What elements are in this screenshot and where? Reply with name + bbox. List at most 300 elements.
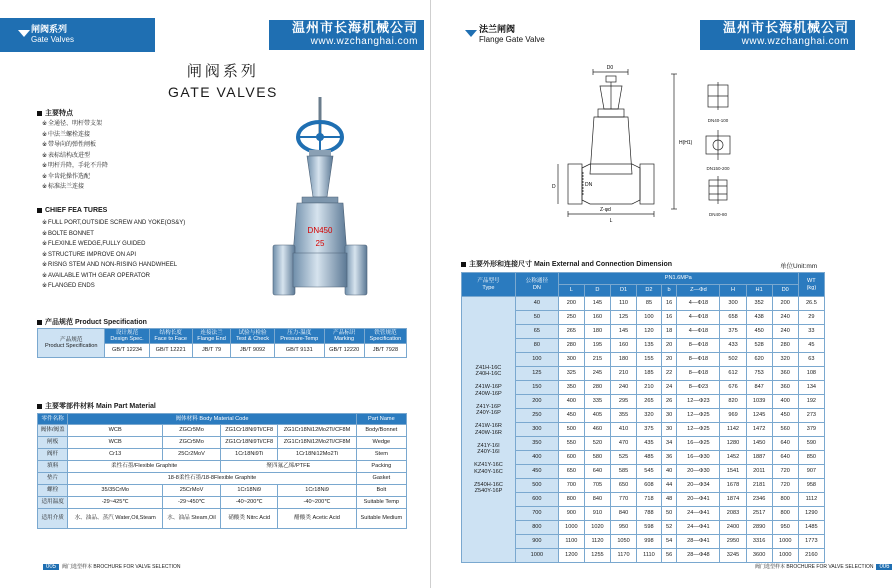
table-cell: 12—Φ23	[677, 395, 720, 409]
table-cell: 405	[584, 409, 610, 423]
table-cell: 28—Φ48	[677, 549, 720, 563]
dn-cell: 400	[515, 451, 558, 465]
left-page	[0, 0, 430, 588]
table-cell: 闸板	[38, 437, 68, 449]
table-cell: 2181	[746, 479, 772, 493]
table-row	[462, 353, 825, 367]
table-cell: 1020	[584, 521, 610, 535]
type-name: Z540H-16C	[474, 481, 503, 488]
dn-header	[515, 273, 558, 297]
table-cell: 16	[661, 311, 677, 325]
table-cell: 16—Φ25	[677, 437, 720, 451]
table-cell: 填料	[38, 461, 68, 473]
dim-col-header: L	[558, 285, 584, 297]
table-cell: 适用介质	[38, 509, 68, 529]
col-en: Pressure-Temp	[280, 336, 319, 342]
table-cell: 240	[772, 325, 798, 339]
col-en: Flange End	[197, 336, 226, 342]
type-name: Z40Y-16P	[476, 410, 501, 416]
table-cell: JB/T 7928	[364, 344, 406, 358]
table-cell: 2011	[746, 465, 772, 479]
table-cell: 200	[772, 297, 798, 311]
table-cell: 阀体/阀盖	[38, 425, 68, 437]
table-cell: GB/T 12220	[324, 344, 364, 358]
table-cell: 1200	[558, 549, 584, 563]
table-cell: 聚四氟乙烯/PTFE	[221, 461, 357, 473]
table-cell: 1245	[746, 409, 772, 423]
table-cell: 300	[558, 353, 584, 367]
table-cell: WCB	[68, 437, 163, 449]
detail-drawing	[700, 82, 736, 112]
list-item: ※ FLEXINLE WEDGE,FULLY GUIDED	[42, 239, 185, 250]
header-title-en: Gate Valves	[31, 35, 74, 44]
drawing-label-dn: DN	[585, 182, 593, 188]
table-cell: 12—Φ25	[677, 409, 720, 423]
table-cell: Packing	[356, 461, 406, 473]
mat-header-part-cn: 零件名称	[38, 414, 68, 425]
table-cell: 36	[661, 451, 677, 465]
list-item: ※ STRUCTURE IMPROVE ON API	[42, 250, 185, 261]
table-cell: 22	[661, 367, 677, 381]
table-row	[38, 497, 407, 509]
dn-cell: 1000	[515, 549, 558, 563]
table-cell: 20—Φ41	[677, 493, 720, 507]
table-cell: 33	[798, 325, 824, 339]
table-row	[462, 465, 825, 479]
drawing-label-h: H(H1)	[679, 140, 693, 146]
table-cell: 185	[637, 367, 662, 381]
table-cell: 8—Φ23	[677, 381, 720, 395]
type-name: Z41H-16C	[475, 364, 502, 371]
pn-header: PN1.6MPa	[558, 273, 798, 285]
table-row	[462, 507, 825, 521]
dim-col-header: H1	[746, 285, 772, 297]
table-cell: 200	[558, 297, 584, 311]
table-cell: 435	[637, 437, 662, 451]
table-cell: 4—Φ18	[677, 297, 720, 311]
table-cell: 30	[661, 409, 677, 423]
table-cell: 215	[584, 353, 610, 367]
table-cell: 640	[772, 437, 798, 451]
table-cell: 900	[558, 507, 584, 521]
table-cell: 硝酸类 Nitrc Acid	[221, 509, 278, 529]
table-cell: 180	[584, 325, 610, 339]
table-cell: 30	[661, 423, 677, 437]
dn-cell: 800	[515, 521, 558, 535]
col-cn: 连接法兰	[200, 329, 223, 336]
detail-view	[700, 130, 736, 171]
table-cell: 柔性石墨/Flexible Graphite	[68, 461, 221, 473]
table-cell: 25Cr2MoV	[163, 449, 221, 461]
table-cell: 12—Φ25	[677, 423, 720, 437]
type-header-en: Type	[482, 284, 495, 291]
table-cell: 48	[661, 493, 677, 507]
valve-size-marking: DN450	[307, 226, 333, 235]
table-cell: 1120	[584, 535, 610, 549]
table-cell: 134	[798, 381, 824, 395]
table-cell: GB/T 12234	[105, 344, 149, 358]
table-cell: 550	[558, 437, 584, 451]
features-en-list	[42, 218, 185, 292]
wt-header	[798, 273, 824, 297]
valve-section-drawing	[538, 64, 698, 244]
table-cell: 1472	[746, 423, 772, 437]
table-cell: Suitable Temp	[356, 497, 406, 509]
table-cell: 612	[720, 367, 746, 381]
table-cell: 375	[637, 423, 662, 437]
table-cell: 28—Φ41	[677, 535, 720, 549]
type-name: Z540Y-16P	[474, 488, 503, 494]
table-cell: 250	[558, 311, 584, 325]
table-cell: 1000	[772, 535, 798, 549]
table-cell: 20—Φ30	[677, 465, 720, 479]
table-cell: 2083	[720, 507, 746, 521]
table-cell: 2400	[720, 521, 746, 535]
table-cell: Gasket	[356, 473, 406, 485]
table-row	[462, 297, 825, 311]
table-cell: GB/T 9131	[274, 344, 324, 358]
type-name: Z41Y-16P	[476, 403, 501, 410]
dim-col-header: D0	[772, 285, 798, 297]
table-cell: 300	[720, 297, 746, 311]
table-cell: Wedge	[356, 437, 406, 449]
table-cell: 水、油品、蒸汽 Water,Oil,Steam	[68, 509, 163, 529]
type-name: Z40W-16R	[474, 429, 502, 436]
table-cell: 502	[720, 353, 746, 367]
col-en: Marking	[334, 336, 355, 342]
table-row	[38, 473, 407, 485]
table-cell: 1450	[746, 437, 772, 451]
table-cell: 45	[798, 339, 824, 353]
table-cell: Stem	[356, 449, 406, 461]
table-row	[462, 437, 825, 451]
dn-cell: 150	[515, 381, 558, 395]
table-cell: 26	[661, 395, 677, 409]
page-number: 006	[876, 564, 892, 570]
table-cell: 3245	[720, 549, 746, 563]
list-item: ※ AVAILABLE WITH GEAR OPERATOR	[42, 271, 185, 282]
table-cell: 500	[558, 423, 584, 437]
table-cell: 360	[772, 367, 798, 381]
table-cell: 1255	[584, 549, 610, 563]
dn-header-cn: 公称通径	[525, 278, 549, 285]
table-cell: 50	[661, 507, 677, 521]
table-row	[38, 329, 407, 344]
dn-cell: 40	[515, 297, 558, 311]
table-cell: JB/T 79	[192, 344, 230, 358]
spec-heading: 产品规范 Product Specification	[37, 317, 147, 327]
table-cell: 18-8柔性石墨/18-8Flexible Graphite	[68, 473, 356, 485]
table-cell: 1050	[611, 535, 637, 549]
table-cell: 400	[772, 395, 798, 409]
table-cell: JB/T 9092	[231, 344, 275, 358]
table-cell: 54	[661, 535, 677, 549]
table-cell: 26.5	[798, 297, 824, 311]
col-cn: 设计规范	[115, 329, 139, 336]
table-cell: 108	[798, 367, 824, 381]
dn-cell: 200	[515, 395, 558, 409]
col-cn: 试验与检验	[238, 329, 267, 336]
table-cell: 433	[720, 339, 746, 353]
col-cn: 铁管规范	[374, 329, 397, 336]
table-cell: 470	[611, 437, 637, 451]
table-cell: 85	[637, 297, 662, 311]
company-banner	[700, 20, 855, 50]
right-footer	[755, 563, 895, 570]
table-cell: -29~450℃	[163, 497, 221, 509]
table-cell: 840	[584, 493, 610, 507]
table-cell: 125	[611, 311, 637, 325]
drawing-label-z: Z-φd	[600, 207, 611, 213]
type-name: Z41Y-16I	[477, 442, 500, 449]
left-footer	[40, 563, 180, 570]
detail-drawing	[700, 130, 736, 160]
header-title-en: Flange Gate Valve	[479, 35, 545, 44]
features-en-heading: CHIEF FEA TURES	[37, 207, 107, 214]
list-item: ※ 表标结构改进型	[42, 151, 108, 162]
spec-col-header	[105, 329, 149, 344]
table-cell: 25CrMoV	[163, 485, 221, 497]
table-cell: 1541	[720, 465, 746, 479]
table-cell: 528	[746, 339, 772, 353]
table-cell: 18	[661, 325, 677, 339]
type-header-cn: 产品型号	[477, 278, 500, 285]
table-cell: 63	[798, 353, 824, 367]
type-name: Z41W-16R	[474, 423, 502, 429]
dimension-table	[461, 272, 825, 563]
spec-col-header	[364, 329, 406, 344]
spec-col-header	[324, 329, 364, 344]
dn-cell: 100	[515, 353, 558, 367]
unit-label: 单位Unit:mm	[780, 263, 818, 270]
detail-caption: DN40-100	[707, 118, 729, 123]
table-cell: 1Cr18Ni12Mo2Ti	[278, 449, 356, 461]
col-en: Specification	[369, 336, 402, 342]
table-cell: 520	[584, 437, 610, 451]
table-cell: 410	[611, 423, 637, 437]
table-cell: 273	[798, 409, 824, 423]
table-row	[38, 425, 407, 437]
table-cell: 8—Φ18	[677, 367, 720, 381]
table-cell: ZG1Cr18Ni9Ti/CF8	[221, 437, 278, 449]
list-item: ※ BOLTE BONNET	[42, 229, 185, 240]
col-en: Design Spec.	[110, 336, 144, 342]
table-cell: Suitable Medium	[356, 509, 406, 529]
table-cell: 2890	[746, 521, 772, 535]
drawing-label-d0: D0	[606, 65, 614, 71]
table-cell: 1000	[558, 521, 584, 535]
table-row	[462, 273, 825, 285]
dn-cell: 600	[515, 493, 558, 507]
spec-col-header	[231, 329, 275, 344]
type-list	[462, 297, 516, 563]
left-header	[0, 18, 430, 52]
table-cell: ZG1Cr18Ni12Mo2Ti/CF8M	[278, 437, 356, 449]
detail-caption: DN150-200	[706, 166, 730, 171]
page-number: 005	[43, 564, 59, 570]
table-cell: 1170	[611, 549, 637, 563]
detail-caption: DN40-80	[708, 212, 727, 217]
footer-en: BROCHURE FOR VALVE SELECTION	[93, 564, 181, 570]
table-cell: 1452	[720, 451, 746, 465]
table-cell: 16—Φ30	[677, 451, 720, 465]
table-row	[462, 493, 825, 507]
table-cell: 44	[661, 479, 677, 493]
table-cell: 34	[661, 437, 677, 451]
table-cell: 450	[746, 325, 772, 339]
table-cell: 29	[798, 311, 824, 325]
dim-col-header: D2	[637, 285, 662, 297]
table-cell: 910	[584, 507, 610, 521]
table-cell: ZGCr5Mo	[163, 425, 221, 437]
table-cell: -40~200℃	[221, 497, 278, 509]
table-cell: GB/T 12221	[149, 344, 192, 358]
table-cell: 352	[746, 297, 772, 311]
col-cn: 产品标识	[333, 329, 356, 336]
table-cell: 1039	[746, 395, 772, 409]
table-row	[38, 449, 407, 461]
table-row	[462, 423, 825, 437]
table-cell: 525	[611, 451, 637, 465]
table-cell: 40	[661, 465, 677, 479]
type-name: KZ41Y-16C	[474, 462, 503, 468]
mat-header-material: 阀体材料 Body Material Code	[68, 414, 356, 425]
table-cell: 585	[611, 465, 637, 479]
table-row	[462, 549, 825, 563]
table-cell: 265	[637, 395, 662, 409]
table-cell: 1Cr18Ni9	[278, 485, 356, 497]
dn-cell: 700	[515, 507, 558, 521]
table-row	[462, 325, 825, 339]
table-cell: 800	[772, 507, 798, 521]
chevron-down-icon	[18, 30, 30, 37]
table-cell: 800	[558, 493, 584, 507]
table-cell: 1290	[798, 507, 824, 521]
table-cell: 640	[584, 465, 610, 479]
table-cell: 969	[720, 409, 746, 423]
table-cell: 245	[584, 367, 610, 381]
table-cell: 110	[611, 297, 637, 311]
table-row	[462, 451, 825, 465]
dn-cell: 500	[515, 479, 558, 493]
features-cn-list	[42, 119, 108, 193]
table-cell: 379	[798, 423, 824, 437]
company-banner	[269, 20, 424, 50]
table-cell: 620	[746, 353, 772, 367]
spec-col-header	[149, 329, 192, 344]
detail-drawing	[700, 176, 736, 206]
table-row	[462, 339, 825, 353]
page-title-cn: 闸阀系列	[186, 63, 259, 80]
table-cell: ZG1Cr18Ni9Ti/CF8	[221, 425, 278, 437]
spec-row-header	[38, 329, 105, 358]
table-cell: 950	[611, 521, 637, 535]
table-cell: Cr13	[68, 449, 163, 461]
detail-view	[700, 82, 736, 123]
table-cell: 280	[772, 339, 798, 353]
table-cell: 1280	[720, 437, 746, 451]
table-cell: 180	[611, 353, 637, 367]
table-cell: 3316	[746, 535, 772, 549]
table-cell: 1485	[798, 521, 824, 535]
table-cell: 950	[772, 521, 798, 535]
table-cell: 醋酸类 Acetic Acid	[278, 509, 356, 529]
table-cell: 485	[637, 451, 662, 465]
table-cell: 24	[661, 381, 677, 395]
table-cell: 16	[661, 297, 677, 311]
table-cell: 210	[611, 367, 637, 381]
table-cell: 2346	[746, 493, 772, 507]
list-item: ※ 中法兰螺栓连接	[42, 130, 108, 141]
table-cell: 1773	[798, 535, 824, 549]
table-cell: 753	[746, 367, 772, 381]
table-cell: 847	[746, 381, 772, 395]
col-en: Test & Check	[236, 336, 270, 342]
page-title	[168, 60, 278, 100]
right-header	[431, 18, 861, 52]
table-row	[462, 521, 825, 535]
table-cell: WCB	[68, 425, 163, 437]
materials-heading: 主要零部件材料 Main Part Material	[37, 401, 156, 411]
table-cell: 1110	[637, 549, 662, 563]
type-name: Z40H-16C	[475, 371, 502, 377]
list-item: ※ 伞齿轮操作选配	[42, 172, 108, 183]
table-cell: 2517	[746, 507, 772, 521]
dn-cell: 65	[515, 325, 558, 339]
table-cell: 280	[558, 339, 584, 353]
table-cell: 360	[772, 381, 798, 395]
list-item: ※ 标准法兰连接	[42, 182, 108, 193]
company-name: 温州市长海机械公司	[291, 20, 418, 35]
page-title-en: GATE VALVES	[168, 84, 278, 100]
table-cell: 375	[720, 325, 746, 339]
table-row	[462, 535, 825, 549]
table-cell: 8—Φ18	[677, 339, 720, 353]
table-cell: 24—Φ41	[677, 507, 720, 521]
table-cell: 400	[558, 395, 584, 409]
type-name: KZ40Y-16C	[474, 468, 503, 475]
table-cell: 650	[558, 465, 584, 479]
table-cell: 4—Φ18	[677, 325, 720, 339]
table-cell: 650	[611, 479, 637, 493]
table-cell: 4—Φ18	[677, 311, 720, 325]
table-cell: 52	[661, 521, 677, 535]
table-cell: 658	[720, 311, 746, 325]
col-cn: 结构长度	[159, 329, 182, 336]
header-title-cn: 法兰闸阀	[479, 24, 516, 34]
table-cell: Body/Bonnet	[356, 425, 406, 437]
table-cell: 788	[637, 507, 662, 521]
list-item: ※ FLANGED ENDS	[42, 281, 185, 292]
table-cell: 195	[584, 339, 610, 353]
table-cell: 160	[584, 311, 610, 325]
type-name: Z40W-16P	[475, 390, 502, 397]
table-cell: 850	[798, 451, 824, 465]
table-cell: 720	[772, 479, 798, 493]
table-cell: 560	[772, 423, 798, 437]
detail-view	[700, 176, 736, 217]
col-cn: 压力-温度	[287, 329, 312, 336]
spec-col-header	[274, 329, 324, 344]
dn-cell: 900	[515, 535, 558, 549]
dim-col-header: D	[584, 285, 610, 297]
table-cell: 垫片	[38, 473, 68, 485]
mat-header-part-en: Part Name	[356, 414, 406, 425]
table-cell: 20	[661, 339, 677, 353]
table-cell: 608	[637, 479, 662, 493]
table-cell: 325	[558, 367, 584, 381]
table-row	[462, 395, 825, 409]
